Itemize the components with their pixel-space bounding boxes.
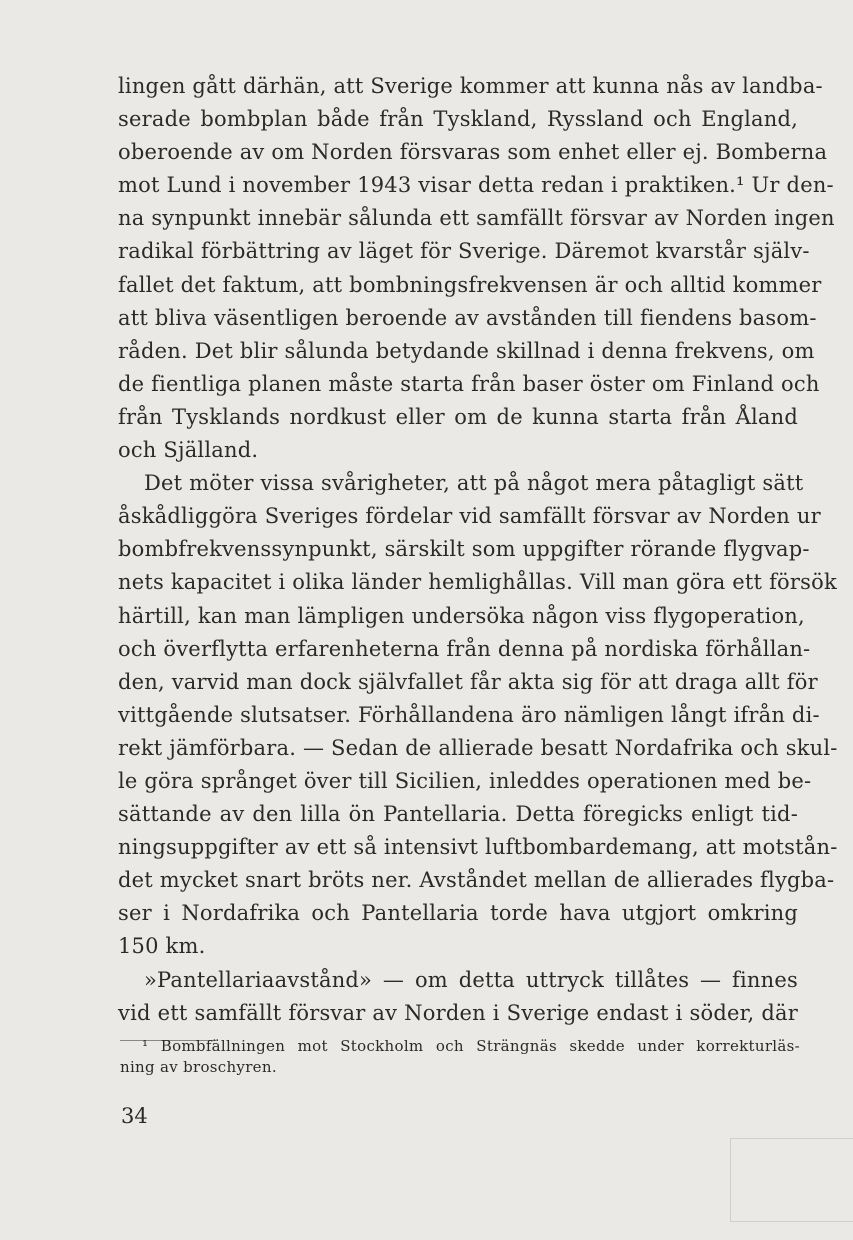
text-line: sättande av den lilla ön Pantellaria. Detta föregicks enligt tid- [118, 802, 798, 827]
footnote-line: ¹ Bombfällningen mot Stockholm och Strängnäs skedde under korrekturläs- [142, 1037, 800, 1055]
text-line: 150 km. [118, 934, 206, 959]
footnotes [120, 1036, 800, 1078]
page-number: 34 [121, 1104, 148, 1128]
text-line: le göra språnget över till Sicilien, inleddes operationen med be- [118, 768, 812, 793]
text-line: oberoende av om Norden försvaras som enhet eller ej. Bomberna [118, 140, 828, 165]
text-line: råden. Det blir sålunda betydande skillnad i denna frekvens, om [118, 338, 815, 363]
text-line: från Tysklands nordkust eller om de kunna starta från Åland [118, 404, 798, 429]
text-line: rekt jämförbara. — Sedan de allierade besatt Nordafrika och skul- [118, 735, 838, 760]
text-line: att bliva väsentligen beroende av avstånden till fiendens basom- [118, 305, 817, 330]
text-line: den, varvid man dock självfallet får akta sig för att draga allt för [118, 669, 818, 694]
text-line: ningsuppgifter av ett så intensivt luftbombardemang, att motstån- [118, 835, 838, 860]
text-line: radikal förbättring av läget för Sverige. Däremot kvarstår själv- [118, 239, 810, 264]
text-line: ser i Nordafrika och Pantellaria torde hava utgjort omkring [118, 901, 798, 926]
text-line: vid ett samfällt försvar av Norden i Sverige endast i söder, där [118, 1000, 798, 1025]
text-line: serade bombplan både från Tyskland, Ryssland och England, [118, 107, 798, 132]
text-line: lingen gått därhän, att Sverige kommer att kunna nås av landba- [118, 74, 823, 98]
text-line: »Pantellariaavstånd» — om detta uttryck tillåtes — finnes [144, 967, 798, 992]
scan-edge-mark [730, 1138, 853, 1222]
body-text [118, 70, 838, 1030]
text-line: de fientliga planen måste starta från baser öster om Finland och [118, 371, 820, 396]
text-line: och Själland. [118, 438, 259, 463]
text-line: och överflytta erfarenheterna från denna på nordiska förhållan- [118, 636, 811, 661]
text-line: fallet det faktum, att bombningsfrekvensen är och alltid kommer [118, 272, 822, 297]
footnote-line: ning av broschyren. [120, 1058, 277, 1076]
text-line: nets kapacitet i olika länder hemlighållas. Vill man göra ett försök [118, 570, 837, 595]
text-line: härtill, kan man lämpligen undersöka någon viss flygoperation, [118, 603, 805, 628]
text-line: det mycket snart bröts ner. Avståndet mellan de allierades flygba- [118, 868, 835, 893]
text-line: na synpunkt innebär sålunda ett samfällt försvar av Norden ingen [118, 206, 835, 231]
text-line: bombfrekvenssynpunkt, särskilt som uppgifter rörande flygvap- [118, 537, 810, 562]
text-line: åskådliggöra Sveriges fördelar vid samfällt försvar av Norden ur [118, 504, 821, 529]
text-line: vittgående slutsatser. Förhållandena äro nämligen långt ifrån di- [118, 702, 820, 727]
text-line: mot Lund i november 1943 visar detta redan i praktiken.¹ Ur den- [118, 173, 834, 198]
text-line: Det möter vissa svårigheter, att på något mera påtagligt sätt [144, 471, 804, 496]
